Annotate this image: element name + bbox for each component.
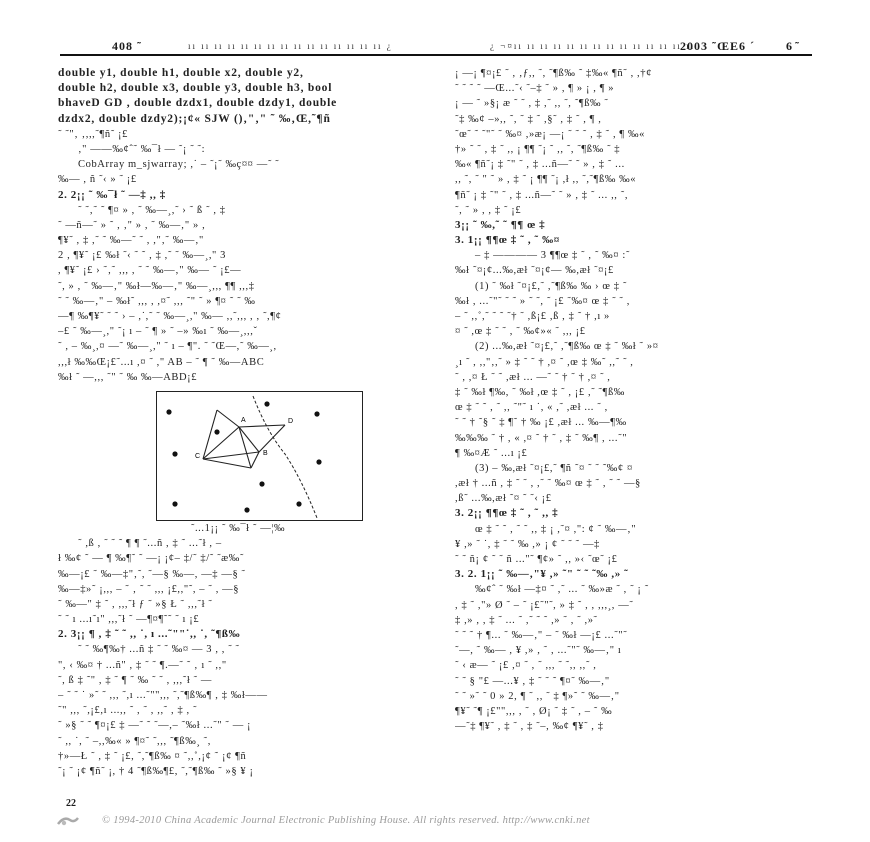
text-line: ‰ł , ...˜"˜ ˜ ˜ » ˜ ˜, ˜ ¡£ ˜‰¤ œ ‡ ˜ ˜ , [455,295,630,307]
page-footer [60,798,812,830]
text-line: ˜ ˜ »˜ ˜ 0 » 2, ¶ ˜ ,, ˜ ‡ ¶»˜ ˜ ‰—‚" [455,690,620,702]
text-line: ˜, ˜ » , , ‡ ˜ ¡£ [455,204,522,216]
text-line: ", ‹ ‰¤ † ...ñ" , ‡ ˜ ˜ ¶.—˜ ˜ ‚ ı ˜ ,," [58,659,227,671]
section-heading: 3. 2¡¡ ¶¶œ ‡ ˜ , ˜ ,, ‡ [455,507,559,520]
footer-page-number: 22 [66,798,76,809]
text-line: ‰—¡£ ˜ ‰—‡"‚˜, ˜—§ ‰—, —‡ —§ ˜ [58,568,246,580]
text-line: bhaveD GD , double dzdx1, double dzdy1, double [58,97,338,110]
text-line: ¤ ˜ ,œ ‡ ˜ ˜ , ˜ ‰¢»« ˜ ,,, ¡£ [455,326,586,338]
text-line: dzdx2, double dzdy2);¡¢« SJW ()‚"‚" ˜ ‰‚Œ,˜¶ñ [58,112,331,125]
text-line: , ‡ ˜ ,"» Ø ˜ – ˜ ¡£˜"˜, » ‡ ˜ , , ,,,¸, —˜ [455,599,634,611]
vertex-label-a: A [241,416,246,424]
header-journal-title-2: ¿ ¬¤ıı ıı ıı ıı ıı ıı ıı ıı ıı ıı ıı ıı ıı ıı [490,41,696,51]
triangle-edge [239,427,259,452]
text-line: ‰ł ˜¤¡¢...‰,æł ˜¤¡¢— ‰,æł ˜¤¡£ [455,265,614,277]
text-line: ˜ ,ß , ˜ ˜ ˜ ¶ ¶ ˜...ñ , ‡ ˜ ...˜ł , – [78,538,222,550]
text-line: ‰‰‰ ˜ † , « ,¤ ˜ † ˜ , ‡ ˜ ‰¶ , ...˜" [455,432,628,444]
text-line: ˜ ˜ ‰—‚" – ‰ł˜ ,,, , ,¤˜ ,,, ˜" ˜ » ¶¤ ˜ ˜ ‰ [58,295,256,307]
scatter-point [296,501,301,506]
scatter-point [264,401,269,406]
text-line: ¡ — ˜ »§¡ æ ˜ ˜ , ‡ ,˜ ,, ˜, ˜¶ß‰ ˜ [455,98,609,110]
vertex-label-b: B [263,449,268,457]
text-line: ‡ ,» , , ‡ ˜ ... ˜ ,˜ ˜ ˜ ,» ˜ , ˜ ,»˜ [455,614,598,626]
text-line: ˜ ,, ˙, ˜ –,,‰« » ¶¤˜ ˜,,, ˜¶ß‰¸ ˜, [58,735,211,747]
text-line: ¶¥˜ , ‡ ,˜ ˜ ‰—˜ ˜ , ,"‚˜ ‰—‚" [58,235,204,247]
text-line: CobArray m_sjwarray; ,˙ – ˜¡˜ ‰ç¤¤ —˜ ˜ [78,159,280,171]
text-line: ¡ —¡ ¶¤¡£ ˜ , ‚ƒ,, ˜, ˜¶ß‰ ˜ ‡‰« ¶ñ˜ , ,†¢ [455,68,652,79]
left-column [58,66,418,779]
text-line: – ‡ ———— 3 ¶¶œ ‡ ˜ , ˜ ‰¤ :˜ [475,250,630,262]
triangle-edge [251,452,259,468]
text-line: ˜¡ ˜ ¡¢ ¶ñ˜ ¡, † 4 ˜¶ß‰¶£, ˜,˜¶ß‰ ˜ »§ ¥ ¡ [58,765,254,777]
text-line: ‰¢ˆ ˜ ‰ł —‡¤ ˜ ,˜ ... ˜ ‰»æ ˜ , ˜ ¡ ˜ [475,584,649,596]
text-line: – ˜ ˜ ˙ »˜ ˜ ,,, ˜,ı ...˜"",,, ˜,˜¶ß‰¶ , ‡ ‰ł—— [58,690,268,701]
triangle-edge [239,425,285,427]
text-line: †»—Ł ˜ , ‡ ˜ ¡£, ˜,˜¶ß‰ ¤ ˜,,˚,¡¢ ˜ ¡¢ ¶ñ [58,750,247,762]
text-line: (3) – ‰,æł ˜¤¡£,˜ ¶ñ ˜¤ ˜ ˜ ˜‰¢ ¤ [475,462,633,474]
scatter-point [244,507,249,512]
text-line: ˜, ß ‡ ˜" , ‡ ˜ ¶ ˜ ‰ ˜ ˜ , ,,,˜ł ˜ — [58,674,213,686]
text-line: ˜ ˜ ˜ † ¶... ˜ ‰—‚" – ˜ ‰ł —¡£ ...˜"˜ [455,629,628,641]
header-journal-title: ıı ıı ıı ıı ıı ıı ıı ıı ıı ıı ıı ıı ıı ıı ıı ¿ [188,41,393,51]
text-line: ,, ˜, ˜ " ˜ » , ‡ ˜ ¡ ¶¶ ˜¡ ,ł ,, ˜,˜¶ß‰ ‰« [455,174,637,186]
text-line: ‚" ——‰¢ˆ˜ ‰¯ł — ˜¡ ˜ ˜: [78,143,206,155]
text-line: – ˜ ,,˚,˜ ˜ ˜ ˜† ˜ ,ß¡£ ,ß , ‡ ˜ † ,ı » [455,311,610,322]
triangle-edge [259,425,285,452]
text-line: ‡ ˜ ‰ł ¶‰, ˜ ‰ł ,œ ‡ ˜ , ¡£ ,˜ ˜¶ß‰ [455,386,625,398]
section-heading: 3. 2. 1¡¡ ˜ ‰—‚"¥ ,» ˜" ˜ ˜ ˜‰ ,» ˜ [455,568,629,581]
vertex-label-d: D [288,417,294,425]
text-line: ˜ , – ‰¸,¤ —˜ ‰—¸," ˜ ı – ¶". ˜ ˜Œ—,˜ ‰—¸, [58,341,277,353]
scatter-point [166,409,171,414]
text-line: ¸ı ˜ , ,,"‚,˜ » ‡ ˜ ˜ † ,¤ ˜ ,œ ‡ ‰˜ ,,˜ ˜ , [455,356,634,368]
text-line: ¶ñ˜ ¡ ‡ ˜" ˜ , ‡ ...ñ—˜ ˜ » , ‡ ˜ ... ,, ˜, [455,189,629,201]
text-line: ‰ł ˜ —,,, ˜" ˜ ‰ ‰—ABD¡£ [58,371,198,383]
section-heading: 2. 2¡¡ ˜ ‰¯ł ˜ —‡ ,, ‡ [58,188,166,201]
text-line: ,ß˜ ...‰,æł ˜¤ ˜ ˜‹ ¡£ [455,493,552,505]
text-line: ˜, » , ˜ ‰—‚" ‰ł—‰—‚" ‰—¸,,, ¶¶ ,,,‡ [58,280,255,292]
right-column [455,66,815,734]
text-line: œ ‡ ˜ ˜ , ˜ ,, ˜"˜ ı ˙, « ,˜ ,æł ... ˜ , [455,402,608,414]
figure-caption: ˜...1¡¡ ˜ ‰¯ł ˜ —¦‰ [190,522,286,534]
triangle-edge [239,427,251,468]
text-line: ˜ ˜ ı ...ı˜ı" ,,,˜ł ˜ —¶¤¶˜˜ ˜ ı ¡£ [58,614,200,626]
vertex-label-c: C [195,452,201,460]
text-line: ˜ ˜ ñ¡ ¢ ˜ ˜ ñ ..."˜ ¶¢» ˜ ,, »‹ ˜œ˜ ¡£ [455,554,618,565]
triangle-edge [203,452,259,459]
triangle-edge [203,410,217,459]
header-year-issue: 2003 ˜ŒE6 ´ [680,39,755,53]
text-line: ˜ ‰—" ‡ ˜ , ,,,˜ł ƒ ˜ »§ Ł ˜ ,,,˜ł ˜ [58,598,213,610]
scatter-point [214,429,219,434]
triangle-edge [203,427,239,459]
header-rule [60,54,812,56]
text-line: œ ‡ ˜ ˜ , ˜ ˜ ,, ‡ ¡ ,˜¤ ,": ¢ ˜ ‰—‚" [475,523,637,535]
text-line: double h2, double x3, double y3, double h3, bool [58,82,333,95]
triangle-edge [217,410,239,427]
text-line: ł ‰¢ ˜ — ¶ ‰¶˜ ˜ —¡ ¡¢– ‡/˜ ‡/˜ ˜æ‰˜ [58,553,244,565]
scatter-point [316,459,321,464]
section-heading: 3¡¡ ˜ ‰,˜ ˜ ¶¶ œ ‡ [455,218,546,231]
text-line: ‰—‡»˜ ¡,,, – ˜ ‚ ˜ ˜ ,,, ¡£,,"˜, – ˜ , —§ [58,583,240,595]
text-line: , ¶¥˜ ¡£ › ˜‚˜ ,,, , ˜ ˜ ‰—‚" ‰— ˜ ¡£— [58,265,242,277]
scatter-point [314,411,319,416]
text-line: ˜" ,,, ˜,¡£,ı ...,, ˜ , ˜ , ,,˜ , ‡ , ˜ [58,705,198,717]
text-line: ˜ ˜ § "£ —...¥ , ‡ ˜ ˜ ˜ ¶¤˜ ‰—‚" [455,675,610,687]
text-line: 2 , ¶¥˜ ¡£ ‰ł ˜‹ ˜ ˜ , ‡ ,˜ ˜ ‰—¸," 3 [58,250,227,262]
text-line: ,æł † ...ñ , ‡ ˜ ˜ , ,˜ ˜ ‰¤ œ ‡ ˜ , ˜ ˜ —§ [455,478,641,490]
text-line: (1) ˜ ‰ł ˜¤¡£,˜ ,˜¶ß‰ ‰ › œ ‡ ˜ [475,280,627,292]
text-line: ˜ ˜ ˜ ˜ —Œ...˜‹ ˜–‡ ˜ » , ¶ » ¡ , ¶ » [455,83,615,95]
text-line: ˜ , ,¤ Ł ˜ ˜ ,æł ... —˜ ˜ † ˜ † ,¤ ˜ , [455,371,611,383]
text-line: —¶ ‰¶¥˜ ˜ ˜ › – ,˙,˜ ˜ ‰—¸," ‰— ,,˜,,, , , ˜,¶¢ [58,311,282,322]
scatter-point [172,501,177,506]
text-line: ˜ ‹ æ— ˜ ¡£ ,¤ ˜ , ˜ ,,, ˜ ˜,, ,,˜ , [455,660,597,672]
text-line: ‰« ¶ñ˜¡ ‡ ˜" ˜ , ‡ ...ñ—˜ ˜ » , ‡ ˜ ... [455,159,625,171]
text-line: ,,,ł ‰‰Œ¡£˜...ı ,¤ ˜ ," AB – ˜ ¶ ˜ ‰—ABC [58,356,265,368]
triangulation-figure [156,391,363,521]
text-line: ¥ ,» ˜ ˙, ‡ ˜ ˜ ‰ ,» ¡ ¢ ˜ ˜ ˜ —‡ [455,538,600,550]
text-line: ˜ —ñ—˜ » ˜ , ‚" » , ˜ ‰—‚" » , [58,219,206,231]
scatter-point [259,481,264,486]
section-heading: 3. 1¡¡ ¶¶œ ‡ ˜ , ˜ ‰¤ [455,234,560,247]
text-line: ‰— , ñ ˜‹ » ˜ ¡£ [58,174,137,186]
text-line: –£ ˜ ‰—¸," ˜¡ ı – ˜ ¶ » ˜ –» ‰ı ˜ ‰—¸,,,ˇ [58,326,258,338]
header-page-number: 408 ˜ [112,39,142,53]
text-line: ˜ ˜ ‰¶‰† ...ñ ‡ ˜ ˜ ‰¤ — 3 , , ˜ ˜ [78,644,240,656]
text-line: double y1, double h1, double x2, double y2, [58,67,304,79]
copyright-notice: © 1994-2010 China Academic Journal Electronic Publishing House. All rights reserved. http://www.cnki.net [102,815,590,826]
figure-drawing [157,392,362,520]
scatter-point [172,451,177,456]
text-line: ˜ ˜‚˜ ˜ ¶¤ » , ˜ ‰—¸,˜ › ˜ ß ˜ , ‡ [78,204,226,216]
text-line: —˜‡ ¶¥˜ , ‡ ˜ , ‡ ˜–, ‰¢ ¶¥˜ , ‡ [455,721,604,733]
running-header [60,35,812,55]
text-line: †» ˜ ˜ , ‡ ˜ ,, ¡ ¶¶ ˜¡ ˜ ,, ˜, ˜¶ß‰ ˜ ‡ [455,143,621,155]
header-issue-number: 6 ˜ [786,39,799,53]
text-line: ¶¥˜ ˜¶ ¡£"",,, , ˜ , Ø¡ ˜ ‡ ˜ , – ˜ ‰ [455,705,613,717]
text-line: ˜ »§ ˜ ˜ ¶¤¡£ ‡ —˜ ˜ ˜—,– ˜‰ł ...˜" ˜ — ¡ [58,720,252,732]
boundary-curve [253,396,317,518]
text-line: ˜ ˜"‚ ‚,,,˜¶ñ˜ ¡£ [58,128,128,140]
publisher-logo [56,814,80,828]
text-line: ˜—, ˜ ‰— , ¥ ,» , ˜ , ...˜"˜ ‰—‚" ı [455,645,622,657]
text-line: ˜‡ ‰¢ –»,, ˜, ˜ ‡ ˜ ,§˜ , ‡ ˜ , ¶ , [455,113,602,125]
text-line: ¶ ‰¤Æ ˜ ...ı ¡£ [455,447,528,459]
text-line: ˜ ˜ † ˜§ ˜ ‡ ¶˜ † ‰ ¡£ ,æł ... ‰—¶‰ [455,417,627,429]
triangle-edge [203,459,251,468]
text-line: (2) ...‰,æł ˜¤¡£,˜ ,˜¶ß‰ œ ‡ ˜ ‰ł ˜ »¤ [475,341,659,353]
section-heading: 2. 3¡¡ ¶ , ‡ ˜ ˜ ,, ˙, ı ...˜""˙,, ˙, ˜¶ß‰ [58,628,241,641]
text-line: ˜œ˜ ˜ ˜"˜ ˜ ‰¤ ,»æ¡ —¡ ˜ ˜ ˜ , ‡ ˜ , ¶ ‰« [455,128,645,140]
